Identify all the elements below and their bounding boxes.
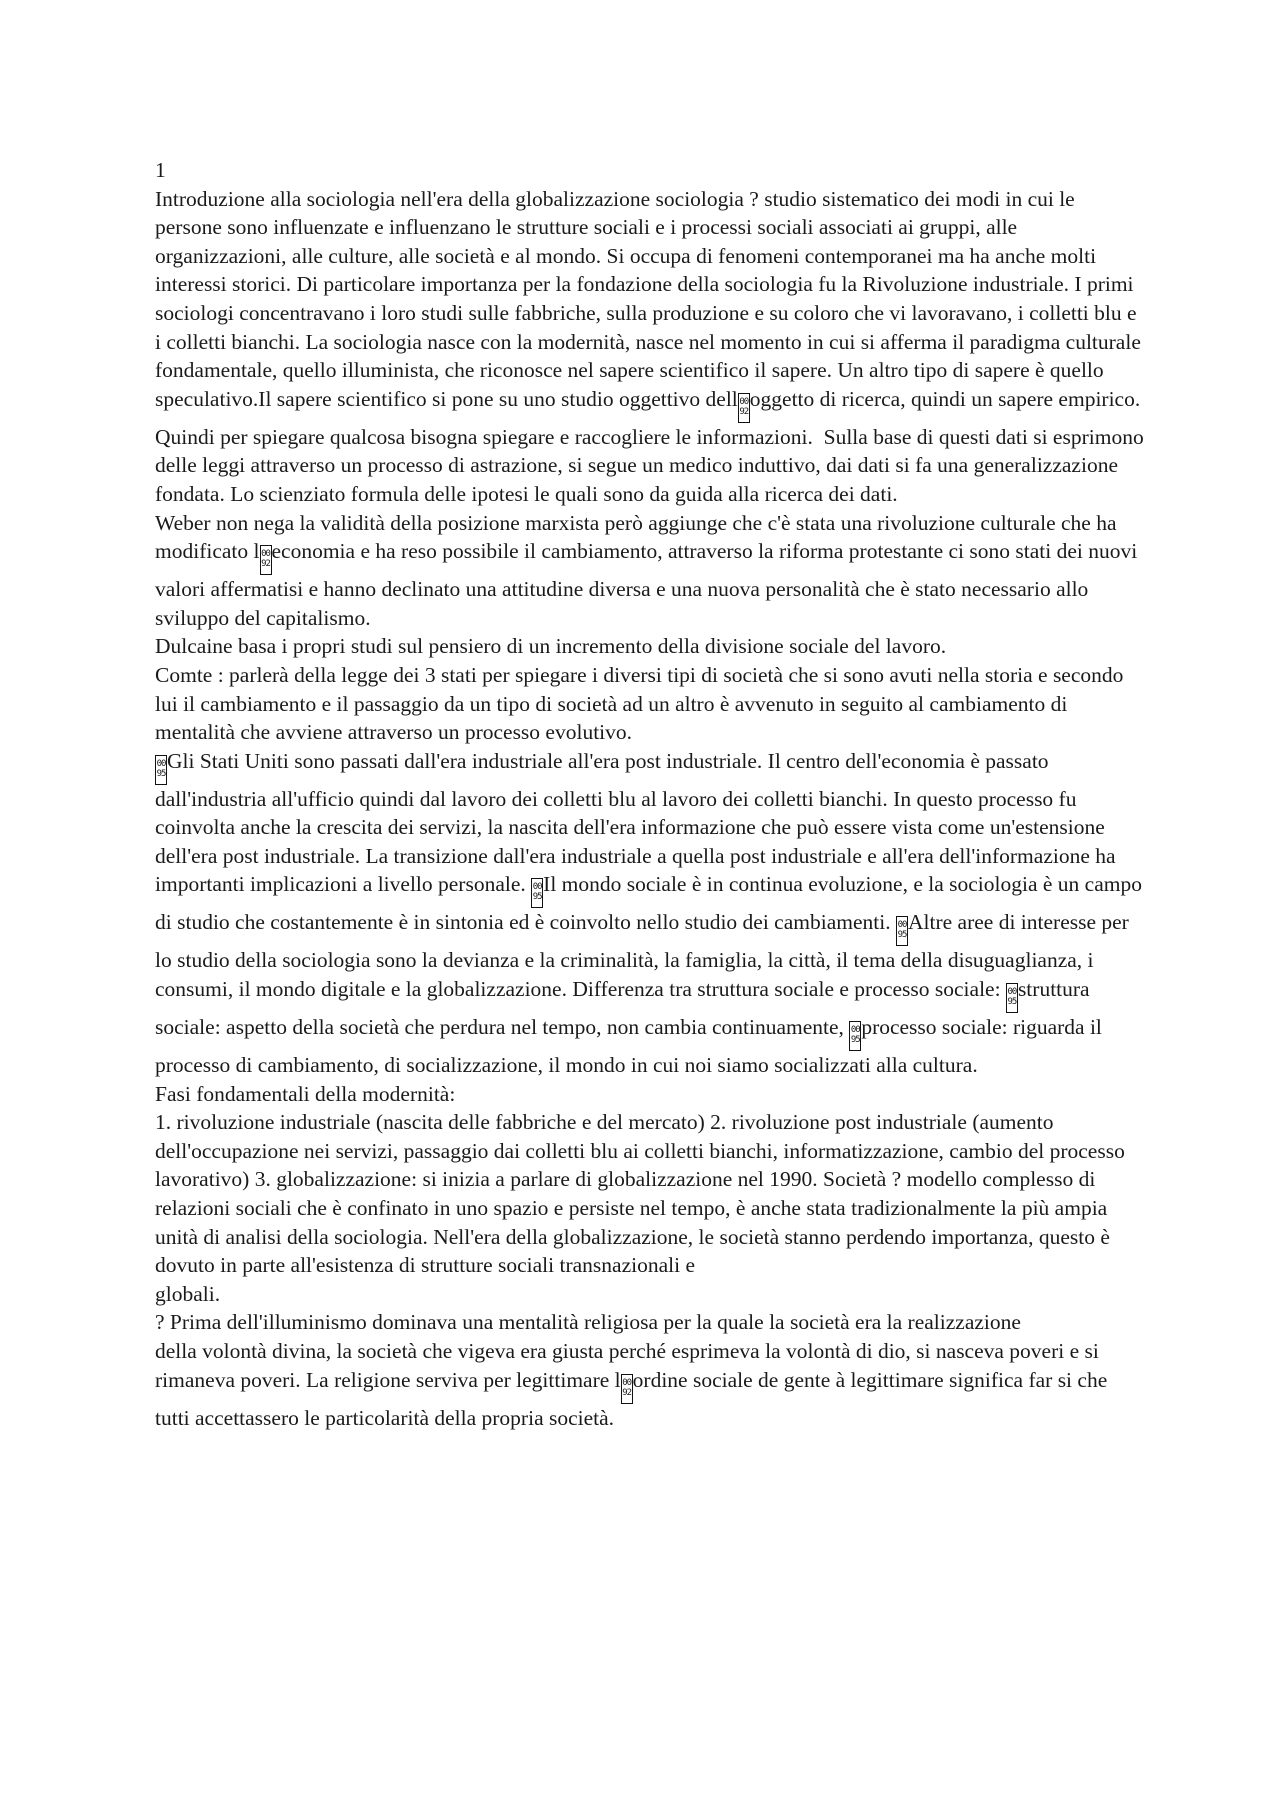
missing-glyph-icon: 00 95 bbox=[849, 1021, 861, 1051]
paragraph-illuminismo: ? Prima dell'illuminismo dominava una mentalità religiosa per la quale la società era la realizzazione bbox=[155, 1310, 1021, 1335]
paragraph-comte: Comte : parlerà della legge dei 3 stati per spiegare i diversi tipi di società che si sono avuti nella storia e secondo lui il cambiamento e il passaggio da un tipo di società ad un altro è avvenuto in seguito al cambiamento di mentalità che avviene attraverso un processo evolutivo. bbox=[155, 662, 1129, 745]
missing-glyph-icon: 00 92 bbox=[260, 545, 272, 575]
paragraph-volonta-divina: della volontà divina, la società che vigeva era giusta perché esprimeva la volontà di dio, si nasceva poveri e si rimaneva poveri. La religione serviva per legittimare l 00 92ordine sociale de gente à legittimare significa far si che tutti accettassero le particolarità della propria società. bbox=[155, 1339, 1113, 1430]
paragraph-weber: Weber non nega la validità della posizione marxista però aggiunge che c'è stata una rivoluzione culturale che ha modificato l 00 92economia e ha reso possibile il cambiamento, attraverso la riforma protestante ci sono stati dei nuovi valori affermatisi e hanno declinato una attitudine diversa e una nuova personalità che è stato necessario allo sviluppo del capitalismo. bbox=[155, 510, 1143, 630]
missing-glyph-icon: 00 95 bbox=[896, 916, 908, 946]
missing-glyph-icon: 00 95 bbox=[531, 878, 543, 908]
page-number: 1 bbox=[155, 158, 166, 182]
missing-glyph-icon: 00 92 bbox=[621, 1374, 633, 1404]
paragraph-intro: Introduzione alla sociologia nell'era della globalizzazione sociologia ? studio sistematico dei modi in cui le persone sono influenzate e influenzano le strutture sociali e i processi sociali associati ai gruppi, alle organizzazioni, alle culture, alle società e al mondo. Si occupa di fenomeni contemporanei ma ha anche molti interessi storici. Di particolare importanza per la fondazione della sociologia fu la Rivoluzione industriale. I primi sociologi concentravano i loro studi sulle fabbriche, sulla produzione e su coloro che vi lavoravano, i colletti blu e i colletti bianchi. La sociologia nasce con la modernità, nasce nel momento in cui si afferma il paradigma culturale fondamentale, quello illuminista, che riconosce nel sapere scientifico il sapere. Un altro tipo di sapere è quello speculativo.Il sapere scientifico si pone su uno studio oggettivo dell 00 92oggetto di ricerca, quindi un sapere empirico. Quindi per spiegare qualcosa bisogna spiegare e raccogliere le informazioni. Sulla base di questi dati si esprimono delle leggi attraverso un processo di astrazione, si segue un medico induttivo, dai dati si fa una generalizzazione fondata. Lo scienziato formula delle ipotesi le quali sono da guida alla ricerca dei dati. bbox=[155, 186, 1150, 506]
paragraph-stati-uniti: 00 95Gli Stati Uniti sono passati dall'era industriale all'era post industriale. Il centro dell'economia è passato dall'industria all'ufficio quindi dal lavoro dei colletti blu al lavoro dei colletti bianchi. In questo processo fu coinvolta anche la crescita dei servizi, la nascita dell'era informazione che può essere vista come un'estensione dell'era post industriale. La transizione dall'era industriale a quella post industriale e all'era dell'informazione ha importanti implicazioni a livello personale. 00 95Il mondo sociale è in continua evoluzione, e la sociologia è un campo di studio che costantemente è in sintonia ed è coinvolto nello studio dei cambiamenti. 00 95Altre aree di interesse per lo studio della sociologia sono la devianza e la criminalità, la famiglia, la città, il tema della disuguaglianza, i consumi, il mondo digitale e la globalizzazione. Differenza tra struttura sociale e processo sociale: 00 95struttura sociale: aspetto della società che perdura nel tempo, non cambia continuamente, 00 95processo sociale: riguarda il processo di cambiamento, di socializzazione, il mondo in cui noi siamo socializzati alla cultura. bbox=[155, 748, 1148, 1078]
document-page bbox=[155, 156, 1150, 1432]
missing-glyph-icon: 00 95 bbox=[155, 755, 167, 785]
missing-glyph-icon: 00 92 bbox=[738, 393, 750, 423]
paragraph-globali: globali. bbox=[155, 1281, 221, 1306]
paragraph-dulcaine: Dulcaine basa i propri studi sul pensiero di un incremento della divisione sociale del lavoro. bbox=[155, 634, 947, 659]
missing-glyph-icon: 00 95 bbox=[1006, 983, 1018, 1013]
paragraph-fasi-heading: Fasi fondamentali della modernità: bbox=[155, 1081, 456, 1106]
paragraph-fasi-list: 1. rivoluzione industriale (nascita delle fabbriche e del mercato) 2. rivoluzione post industriale (aumento dell'occupazione nei servizi, passaggio dai colletti blu ai colletti bianchi, informatizzazione, cambio del processo lavorativo) 3. globalizzazione: si inizia a parlare di globalizzazione nel 1990. Società ? modello complesso di relazioni sociali che è confinato in uno spazio e persiste nel tempo, è anche stata tradizionalmente la più ampia unità di analisi della sociologia. Nell'era della globalizzazione, le società stanno perdendo importanza, questo è dovuto in parte all'esistenza di strutture sociali transnazionali e bbox=[155, 1110, 1131, 1278]
